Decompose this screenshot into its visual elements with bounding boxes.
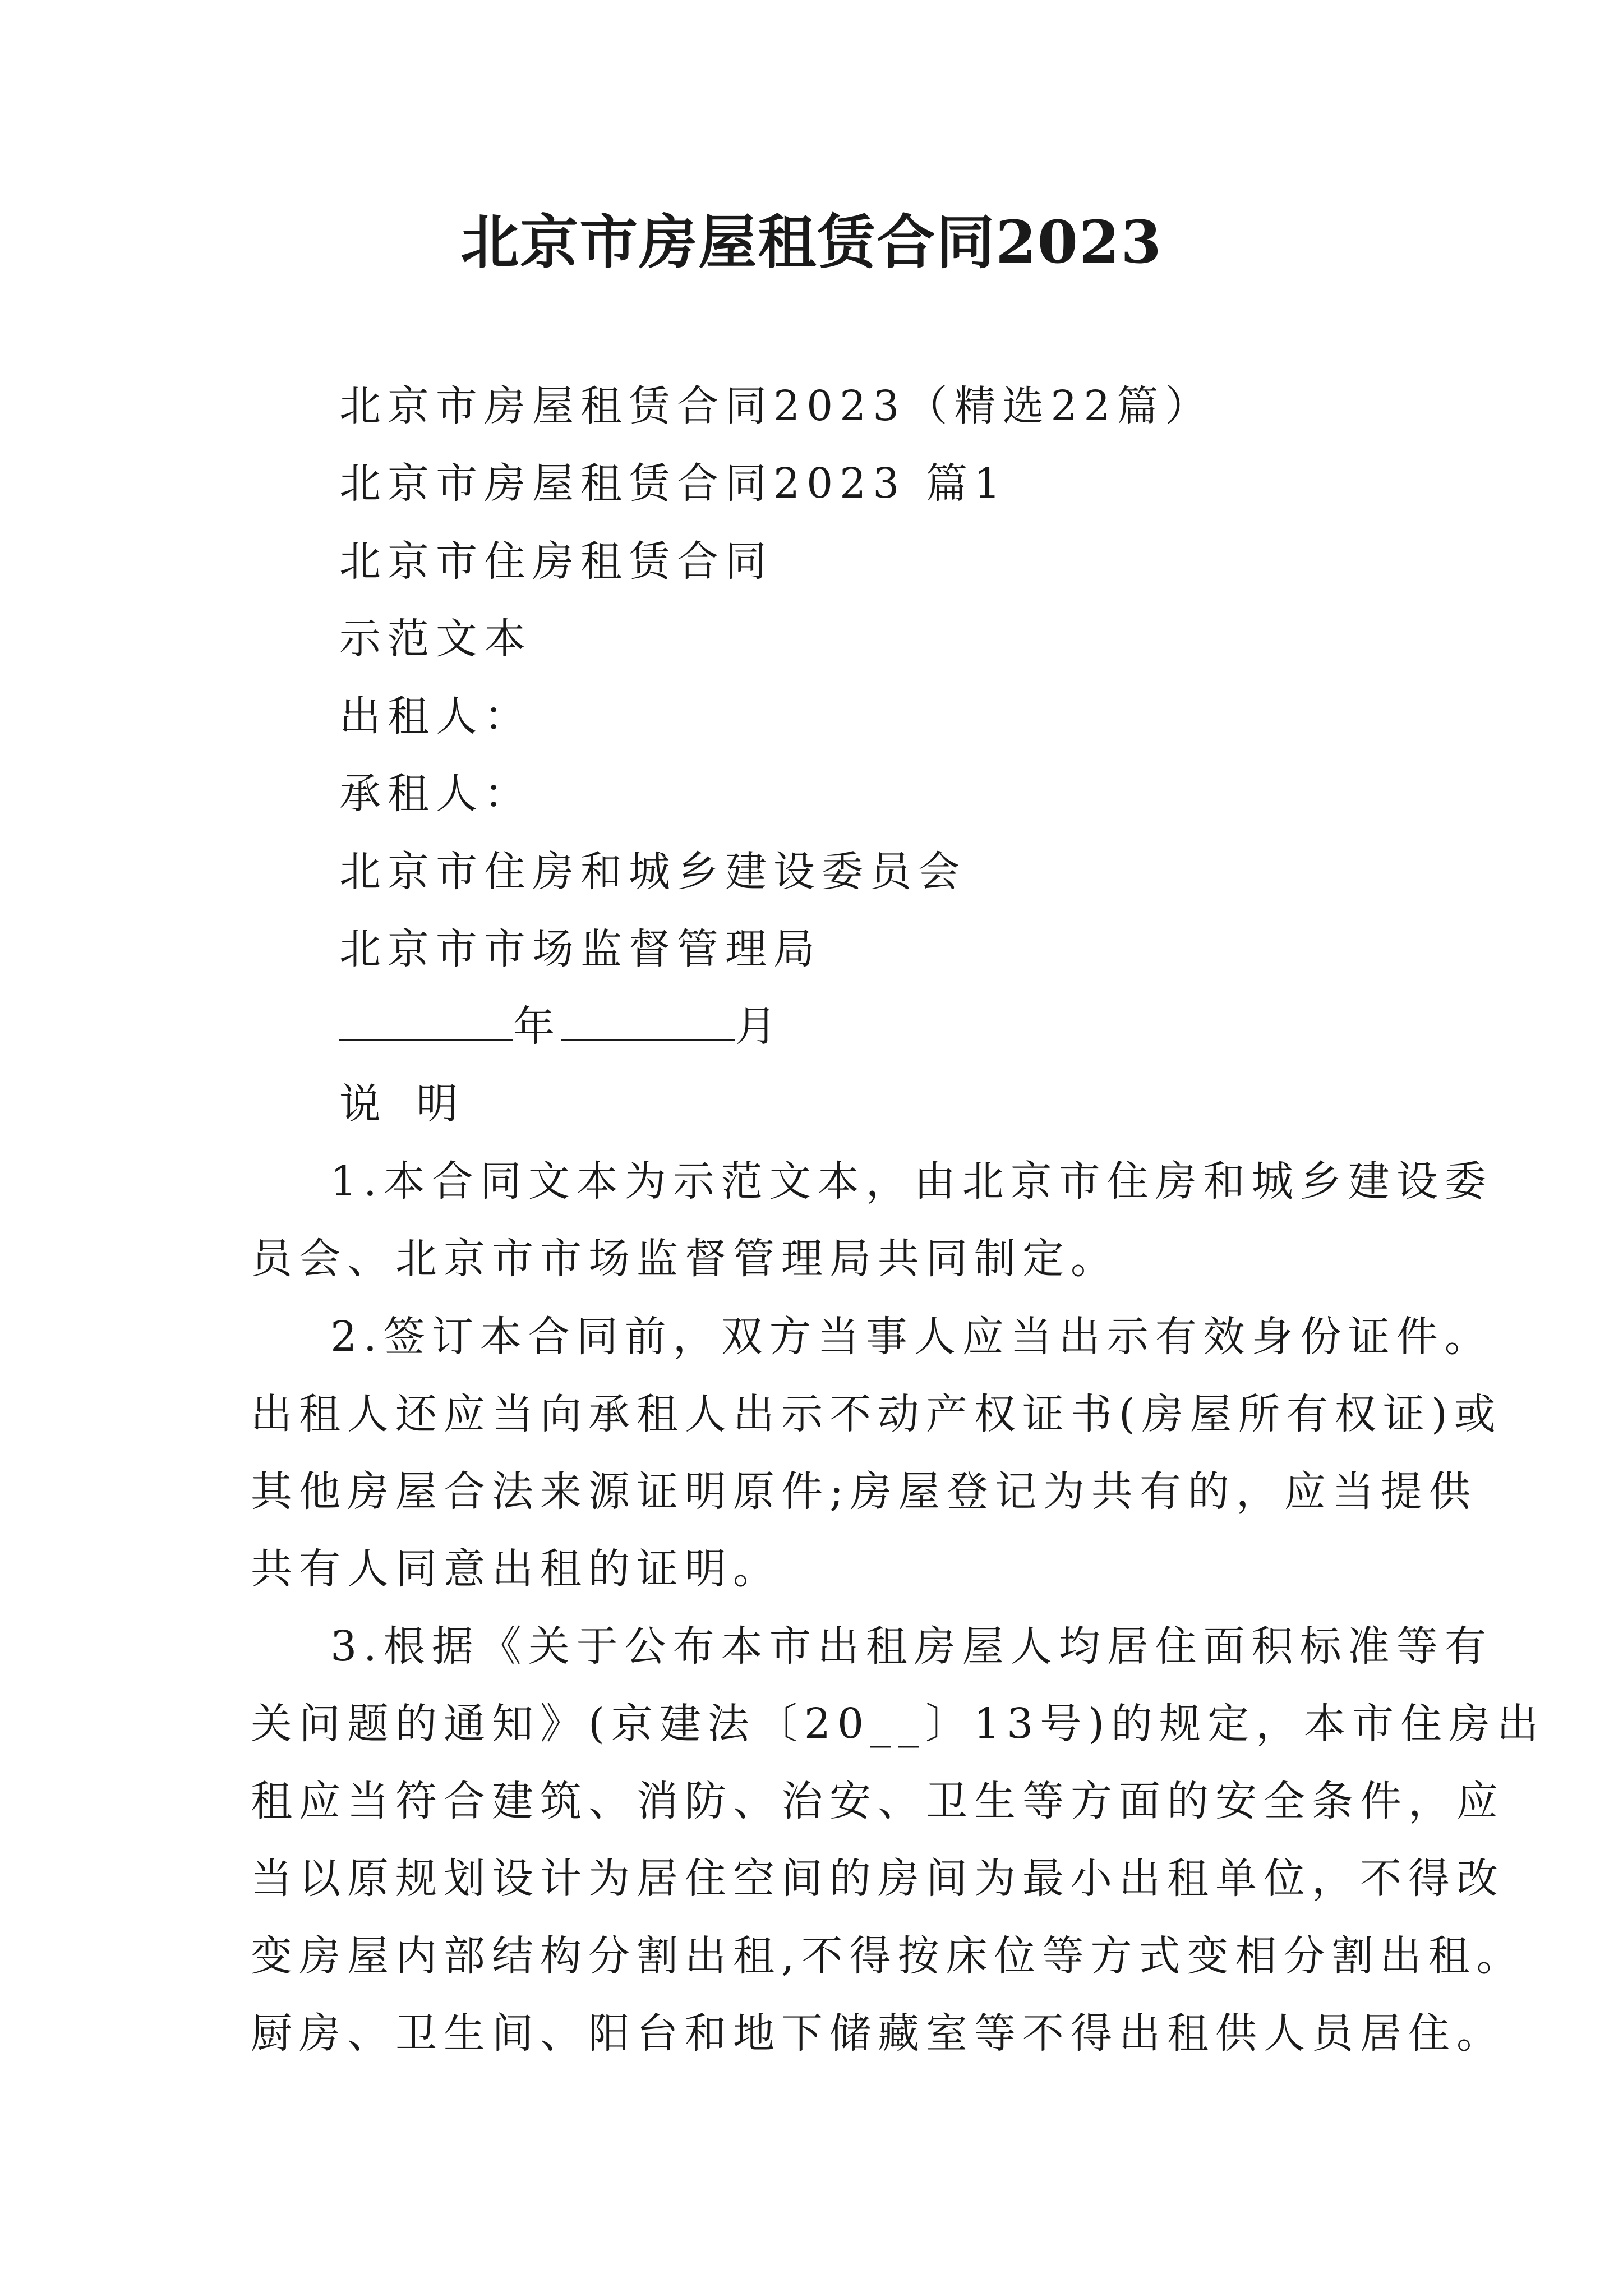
year-label: 年 (513, 1002, 561, 1051)
lessee-label: 承租人： (339, 770, 532, 818)
document-title: 北京市房屋租赁合同2023 (460, 208, 1163, 277)
date-line (339, 1000, 783, 1053)
template-label: 示范文本 (339, 615, 532, 663)
paragraph-2-line-1: 2.签订本合同前，双方当事人应当出示有效身份证件。 (251, 1313, 1493, 1361)
month-blank (561, 1003, 735, 1041)
paragraph-1-line-2: 员会、北京市市场监督管理局共同制定。 (251, 1235, 1119, 1283)
paragraph-3-line-4: 当以原规划设计为居住空间的房间为最小出租单位，不得改 (251, 1855, 1505, 1903)
subtitle-selection: 北京市房屋租赁合同2023（精选22篇） (339, 382, 1214, 430)
month-label: 月 (735, 1002, 783, 1051)
paragraph-2-line-2: 出租人还应当向承租人出示不动产权证书(房屋所有权证)或 (251, 1390, 1502, 1438)
contract-name: 北京市住房租赁合同 (339, 537, 773, 586)
issuer-market-bureau: 北京市市场监督管理局 (339, 925, 822, 973)
paragraph-1-line-1: 1.本合同文本为示范文本，由北京市住房和城乡建设委 (251, 1157, 1493, 1205)
lessor-label: 出租人： (339, 692, 532, 740)
paragraph-3-line-6: 厨房、卫生间、阳台和地下储藏室等不得出租供人员居住。 (251, 2009, 1505, 2058)
issuer-housing-commission: 北京市住房和城乡建设委员会 (339, 848, 966, 896)
paragraph-2-line-3: 其他房屋合法来源证明原件;房屋登记为共有的，应当提供 (251, 1467, 1477, 1516)
paragraph-3-line-3: 租应当符合建筑、消防、治安、卫生等方面的安全条件，应 (251, 1777, 1505, 1825)
paragraph-3-line-2: 关问题的通知》(京建法〔20__〕13号)的规定，本市住房出 (251, 1700, 1546, 1748)
explanation-heading: 说 明 (339, 1080, 469, 1128)
paragraph-3-line-5: 变房屋内部结构分割出租,不得按床位等方式变相分割出租。 (251, 1932, 1525, 1980)
year-blank (339, 1003, 513, 1041)
paragraph-3-line-1: 3.根据《关于公布本市出租房屋人均居住面积标准等有 (251, 1622, 1493, 1671)
subtitle-part: 北京市房屋租赁合同2023 篇1 (339, 459, 1007, 508)
paragraph-2-line-4: 共有人同意出租的证明。 (251, 1545, 781, 1593)
